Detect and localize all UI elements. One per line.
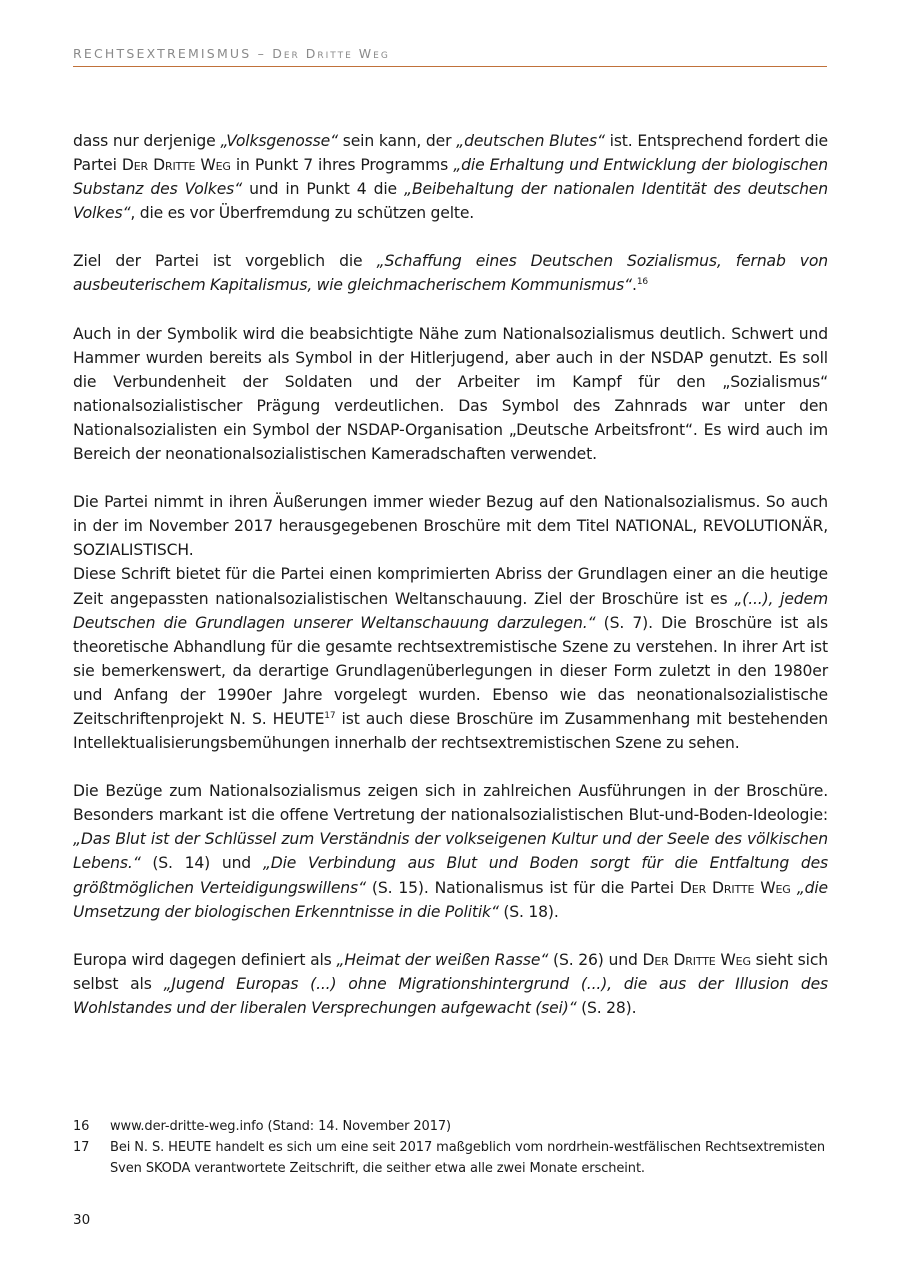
- body-text: [73, 129, 828, 1044]
- running-header: [73, 46, 827, 61]
- party-name: Der Dritte Weg: [121, 156, 231, 175]
- paragraph-6: Die Bezüge zum Nationalsozialismus zeigen sich in zahlreichen Ausführungen in der Broschüre. Besonders markant ist die offene Vertretung der nationalsozialistischen Blut-und-Boden-Ideologie: „Das Blut ist der Schlüssel zum Verständnis der volkseigenen Kultur und der Seele des völkischen Lebens.“ (S. 14) und „Die Verbindung aus Blut und Boden sorgt für die Entfaltung des größtmöglichen Verteidigungswillens“ (S. 15). Nationalismus ist für die Partei Der Dritte Weg „die Umsetzung der biologischen Erkenntnisse in die Politik“ (S. 18).: [73, 782, 828, 921]
- party-name: Der Dritte Weg: [679, 878, 791, 897]
- footnote-text: Bei N. S. HEUTE handelt es sich um eine seit 2017 maßgeblich vom nordrhein-westfälischen Rechtsextremisten Sven SKODA verantwortete Zeitschrift, die seither etwa alle zwei Monate erscheint.: [110, 1140, 826, 1176]
- header-rule: [73, 66, 827, 67]
- footnotes: [73, 1116, 828, 1179]
- footnote-16: [73, 1116, 828, 1137]
- paragraph-2: Ziel der Partei ist vorgeblich die „Schaffung eines Deutschen Sozialismus, fernab von ausbeuterischem Kapitalismus, wie gleichmacherischem Kommunismus“.$^{16}$: [73, 252, 828, 295]
- footnote-17: [73, 1137, 828, 1179]
- footnote-ref-17[interactable]: 17: [324, 710, 336, 721]
- paragraph-5: Diese Schrift bietet für die Partei einen komprimierten Abriss der Grundlagen einer an die heutige Zeit angepassten nationalsozialistischen Weltanschauung. Ziel der Broschüre ist es „(...), jedem Deutschen die Grundlagen unserer Weltanschauung darzulegen.“ (S. 7). Die Broschüre ist als theoretische Abhandlung für die gesamte rechtsextremistische Szene zu verstehen. In ihrer Art ist sie bemerkenswert, da derartige Grundlagenüberlegungen in dieser Form zuletzt in den 1980er und Anfang der 1990er Jahre vorgelegt wurden. Ebenso wie das neonationalsozialistische Zeitschriftenprojekt N. S. HEUTE$^{17}$ ist auch diese Broschüre im Zusammenhang mit bestehenden Intellektualisierungsbemühungen innerhalb der rechtsextremistischen Szene zu sehen.: [73, 565, 828, 753]
- header-title: RECHTSEXTREMISMUS –: [73, 46, 273, 61]
- party-name: Der Dritte Weg: [642, 950, 751, 969]
- paragraph-4: Die Partei nimmt in ihren Äußerungen immer wieder Bezug auf den Nationalsozialismus. So auch in der im November 2017 herausgegebenen Broschüre mit dem Titel NATIONAL, REVOLUTIONÄR, SOZIALISTISCH.: [73, 493, 828, 560]
- footnote-number: 16: [73, 1119, 90, 1134]
- footnote-number: 17: [73, 1140, 90, 1155]
- paragraph-3: Auch in der Symbolik wird die beabsichtigte Nähe zum Nationalsozialismus deutlich. Schwert und Hammer wurden bereits als Symbol in der Hitlerjugend, aber auch in der NSDAP genutzt. Es soll die Verbundenheit der Soldaten und der Arbeiter im Kampf für den „Sozialismus“ nationalsozialistischer Prägung verdeutlichen. Das Symbol des Zahnrads war unter den Nationalsozialisten ein Symbol der NSDAP-Organisation „Deutsche Arbeitsfront“. Es wird auch im Bereich der neonationalsozialistischen Kameradschaften verwendet.: [73, 324, 828, 464]
- footnote-ref-16[interactable]: 16: [636, 277, 648, 288]
- header-subtitle: Der Dritte Weg: [272, 46, 390, 61]
- paragraph-1: dass nur derjenige „Volksgenosse“ sein kann, der „deutschen Blutes“ ist. Entsprechend fordert die Partei Der Dritte Weg in Punkt 7 ihres Programms „die Erhaltung und Entwicklung der biologischen Substanz des Volkes“ und in Punkt 4 die „Beibehaltung der nationalen Identität des deutschen Volkes“, die es vor Überfremdung zu schützen gelte.: [73, 132, 828, 223]
- footnote-text: www.der-dritte-weg.info (Stand: 14. November 2017): [110, 1119, 452, 1134]
- page-number: 30: [73, 1212, 91, 1228]
- paragraph-7: Europa wird dagegen definiert als „Heimat der weißen Rasse“ (S. 26) und Der Dritte Weg sieht sich selbst als „Jugend Europas (...) ohne Migrationshintergrund (...), die aus der Illusion des Wohlstandes und der liberalen Versprechungen aufgewacht (sei)“ (S. 28).: [73, 950, 828, 1017]
